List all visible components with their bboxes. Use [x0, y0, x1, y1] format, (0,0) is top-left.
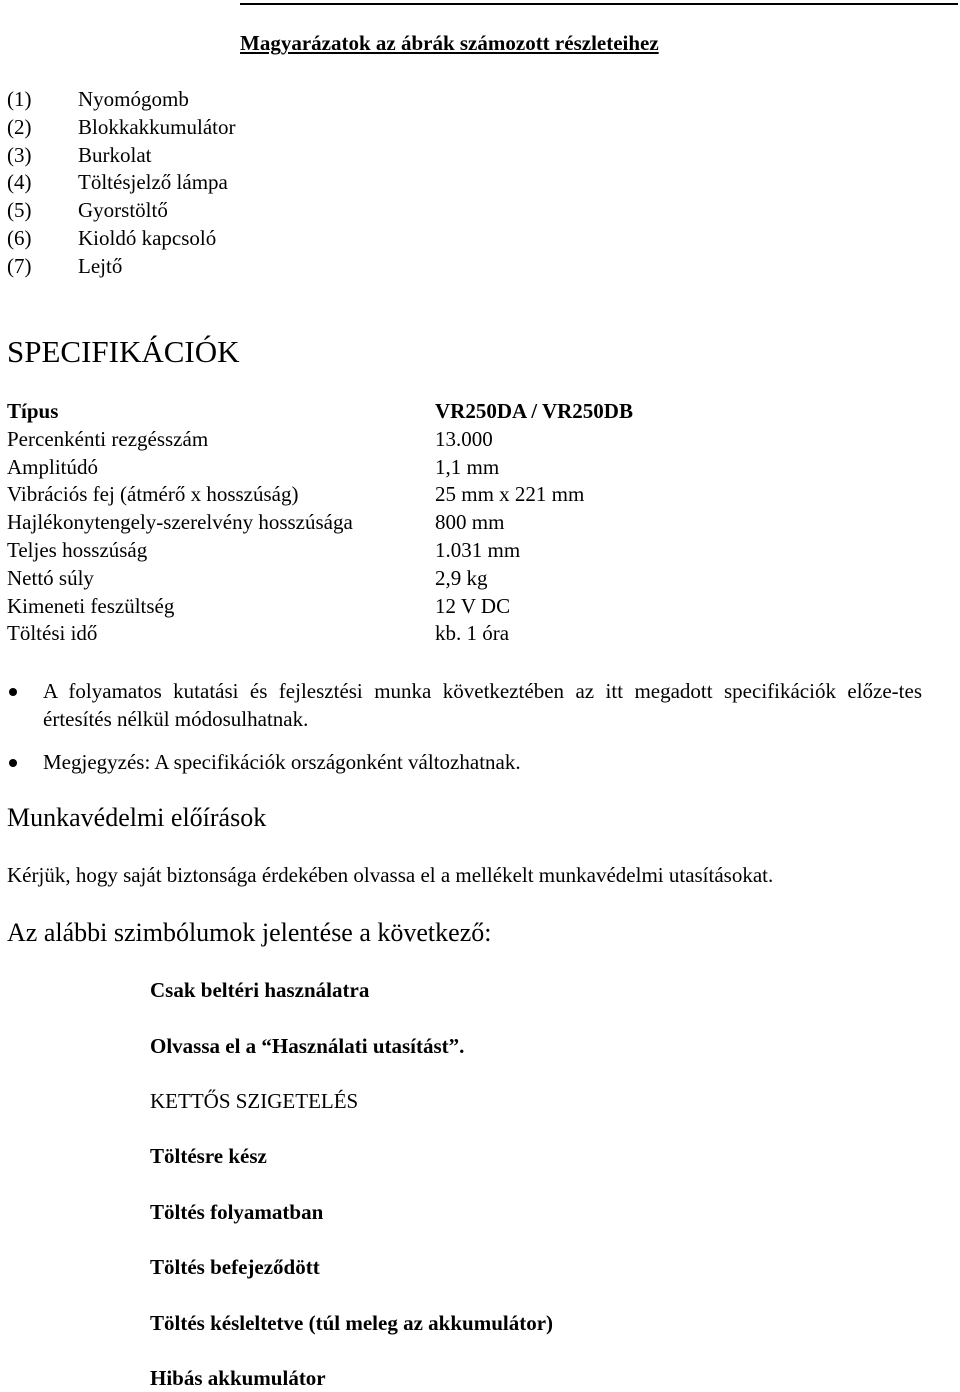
table-row: [7, 593, 947, 621]
symbol-item: Töltés késleltetve (túl meleg az akkumulátor): [150, 1311, 554, 1335]
table-row: [7, 565, 947, 593]
top-rule: [240, 3, 958, 5]
part-number: (7): [7, 253, 32, 278]
bullet-icon: [9, 759, 17, 767]
symbol-item: Csak beltéri használatra: [150, 978, 370, 1002]
bullet-icon: [9, 688, 17, 696]
table-row: [7, 398, 947, 426]
spec-label: Vibrációs fej (átmérő x hosszúság): [7, 482, 299, 507]
spec-label: Hajlékonytengely-szerelvény hosszúsága: [7, 510, 353, 535]
spec-value: 13.000: [435, 426, 493, 451]
notes-list: [7, 678, 922, 776]
spec-value: 25 mm x 221 mm: [435, 482, 585, 507]
spec-label: Amplitúdó: [7, 454, 99, 479]
list-item: [7, 678, 922, 734]
page-header: Magyarázatok az ábrák számozott részleteihez: [240, 31, 659, 55]
specs-title: SPECIFIKÁCIÓK: [7, 334, 240, 369]
symbol-item: KETTŐS SZIGETELÉS: [150, 1089, 359, 1113]
safety-text: Kérjük, hogy saját biztonsága érdekében olvassa el a mellékelt munkavédelmi utasításokat.: [7, 863, 774, 887]
part-label: Gyorstöltő: [78, 198, 168, 223]
part-label: Burkolat: [78, 142, 152, 167]
table-row: [7, 537, 947, 565]
symbol-item: Hibás akkumulátor: [150, 1366, 326, 1390]
spec-value: VR250DA / VR250DB: [435, 399, 633, 423]
spec-label: Nettó súly: [7, 565, 94, 590]
part-label: Nyomógomb: [78, 87, 189, 111]
part-number: (6): [7, 225, 32, 250]
spec-value: kb. 1 óra: [435, 621, 510, 646]
list-item: [7, 749, 922, 777]
part-number: (4): [7, 170, 32, 195]
part-number: (2): [7, 114, 32, 139]
spec-value: 1,1 mm: [435, 454, 500, 479]
spec-label: Teljes hosszúság: [7, 537, 148, 562]
table-row: [7, 426, 947, 454]
part-label: Kioldó kapcsoló: [78, 225, 217, 250]
spec-value: 12 V DC: [435, 593, 511, 618]
specs-table: [7, 398, 947, 648]
part-label: Töltésjelző lámpa: [78, 170, 228, 195]
part-label: Lejtő: [78, 253, 123, 278]
part-number: (5): [7, 198, 32, 223]
table-row: [7, 481, 947, 509]
spec-value: 2,9 kg: [435, 565, 488, 590]
part-number: (3): [7, 142, 32, 167]
note-text: Megjegyzés: A specifikációk országonként változhatnak.: [43, 749, 521, 774]
symbol-item: Töltés folyamatban: [150, 1200, 324, 1224]
spec-label: Percenkénti rezgésszám: [7, 426, 209, 451]
safety-heading: Munkavédelmi előírások: [7, 803, 267, 832]
symbol-item: Olvassa el a “Használati utasítást”.: [150, 1034, 465, 1058]
symbols-heading: Az alábbi szimbólumok jelentése a következő:: [7, 918, 492, 947]
symbol-item: Töltés befejeződött: [150, 1255, 320, 1279]
symbol-item: Töltésre kész: [150, 1144, 267, 1168]
part-number: (1): [7, 87, 32, 111]
table-row: [7, 620, 947, 648]
spec-label: Típus: [7, 399, 59, 423]
spec-value: 1.031 mm: [435, 537, 521, 562]
spec-value: 800 mm: [435, 510, 505, 535]
table-row: [7, 454, 947, 482]
part-label: Blokkakkumulátor: [78, 114, 236, 139]
spec-label: Töltési idő: [7, 621, 98, 646]
spec-label: Kimeneti feszültség: [7, 593, 175, 618]
table-row: [7, 509, 947, 537]
note-text: A folyamatos kutatási és fejlesztési munka következtében az itt megadott specifikációk előze-tes értesítés nélkül módosulhatnak.: [43, 679, 922, 731]
